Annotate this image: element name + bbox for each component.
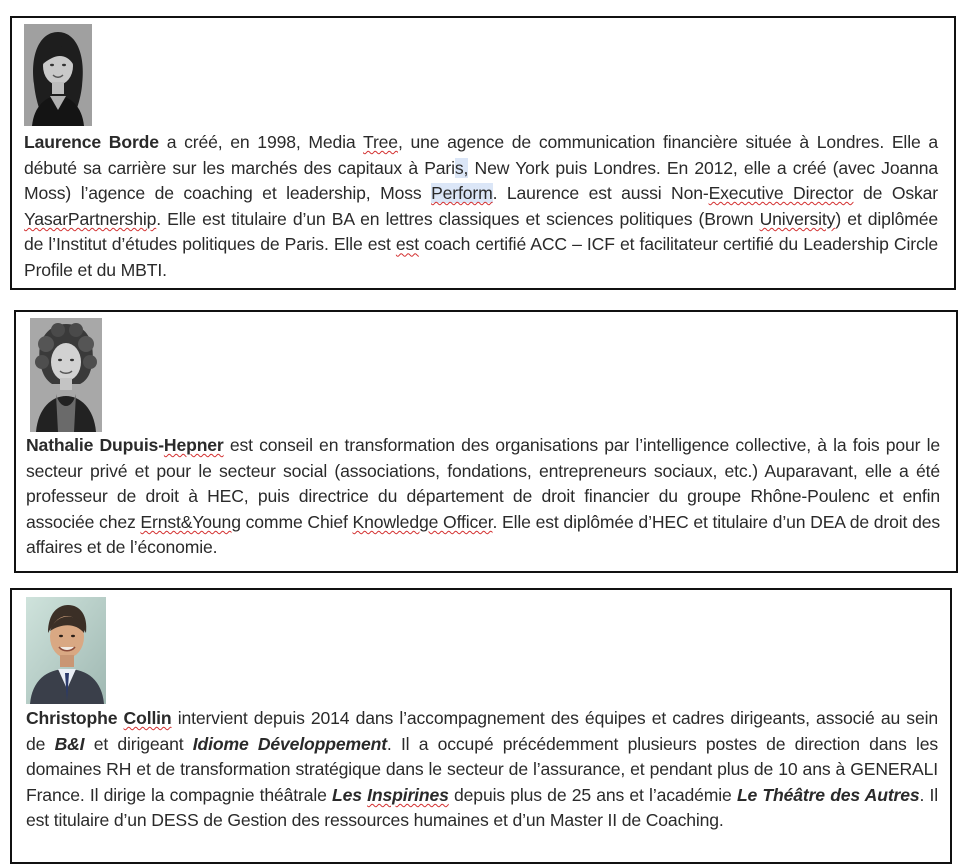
company-name xyxy=(332,785,449,805)
spellcheck-word: Inspirines xyxy=(367,784,449,805)
spellcheck-word: Ernst&Young xyxy=(140,511,241,532)
spellcheck-word: est xyxy=(395,234,419,255)
bio-text-run: . Elle est diplômée d’HEC et titulaire d’un DEA de droit des affaires et de l’économie. xyxy=(26,511,940,558)
bio-name xyxy=(26,708,172,728)
bio-text-run: New York puis Londres. En 2012, elle a créé (avec Joanna Moss) l’agence de coaching et leadership, Moss xyxy=(24,157,938,204)
bio-card-christophe-collin xyxy=(10,588,952,864)
portrait-photo xyxy=(24,24,92,126)
spellcheck-word: Hepner xyxy=(163,435,224,455)
bio-text-run: et dirigeant xyxy=(84,733,193,754)
spellcheck-word: University xyxy=(759,208,836,229)
bio-text-run: est conseil en transformation des organisations par l’intelligence collective, à la fois pour le secteur privé et pour le secteur social (associations, fondations, entrepreneurs sociaux, etc.) Auparavant, elle a été professeur de droit à HEC, puis directrice du département de droit financier du groupe Rhône-Poulenc et enfin associée chez xyxy=(26,435,940,532)
bio-paragraph xyxy=(26,433,940,561)
bio-paragraph xyxy=(26,706,938,834)
portrait-woman-icon xyxy=(30,318,102,432)
bio-text-run: . Il a occupé précédemment plusieurs postes de direction dans les domaines RH et de transformation stratégique dans le secteur de l’assurance, et pendant plus de 10 ans à GENERALI France. Il dirige la compagnie théâtrale xyxy=(26,733,938,805)
spellcheck-word: YasarPartnership xyxy=(24,208,157,229)
bio-text-run: . Laurence est aussi Non- xyxy=(492,183,709,204)
bio-name xyxy=(26,435,224,455)
company-name: Idiome Développement xyxy=(192,733,387,754)
bio-text-run: intervient depuis 2014 dans l’accompagnement des équipes et cadres dirigeants, associé au sein de xyxy=(26,708,938,754)
bio-text-run: depuis plus de 25 ans et l’académie xyxy=(448,784,737,805)
company-name: Le Théâtre des Autres xyxy=(736,784,920,805)
portrait-man-icon xyxy=(26,597,106,704)
portrait-woman-icon xyxy=(24,24,92,126)
bio-name-part: Nathalie Dupuis- xyxy=(26,435,164,455)
bio-text-run: de Oskar xyxy=(853,183,938,204)
bio-text-run: ) et diplômée de l’Institut d’études politiques de Paris. Elle est xyxy=(24,208,938,255)
spellcheck-word: Tree xyxy=(363,132,398,152)
spellcheck-word: Perform xyxy=(431,183,493,204)
company-name: B&I xyxy=(54,733,85,754)
portrait-photo xyxy=(30,318,102,432)
bio-name-part: Christophe xyxy=(26,708,124,728)
bio-text-run: . Il est titulaire d’un DESS de Gestion des ressources humaines et d’un Master II de Coaching. xyxy=(26,784,938,831)
bio-paragraph xyxy=(24,130,938,284)
portrait-photo xyxy=(26,597,106,704)
company-name-part: Les xyxy=(332,784,368,805)
bio-text-run: comme Chief xyxy=(240,511,353,532)
bio-text-run: . Elle est titulaire d’un BA en lettres classiques et sciences politiques (Brown xyxy=(156,208,760,229)
selection-highlight: s, xyxy=(454,157,469,178)
bio-text-run: , une agence de communication financière située à Londres. Elle a débuté sa carrière sur les marchés des capitaux à Pari xyxy=(24,132,939,178)
spellcheck-word: Collin xyxy=(123,708,172,728)
bio-name: Laurence Borde xyxy=(24,132,159,152)
bio-text-run: a créé, en 1998, Media xyxy=(158,132,364,152)
bio-card-nathalie-dupuis-hepner xyxy=(14,310,958,573)
bio-text-run: coach certifié ACC – ICF et facilitateur certifié du Leadership Circle Profile et du MBTI. xyxy=(24,234,938,280)
spellcheck-word: Knowledge Officer xyxy=(352,511,493,532)
spellcheck-word: Executive Director xyxy=(708,183,854,204)
bio-card-laurence-borde xyxy=(10,16,956,290)
